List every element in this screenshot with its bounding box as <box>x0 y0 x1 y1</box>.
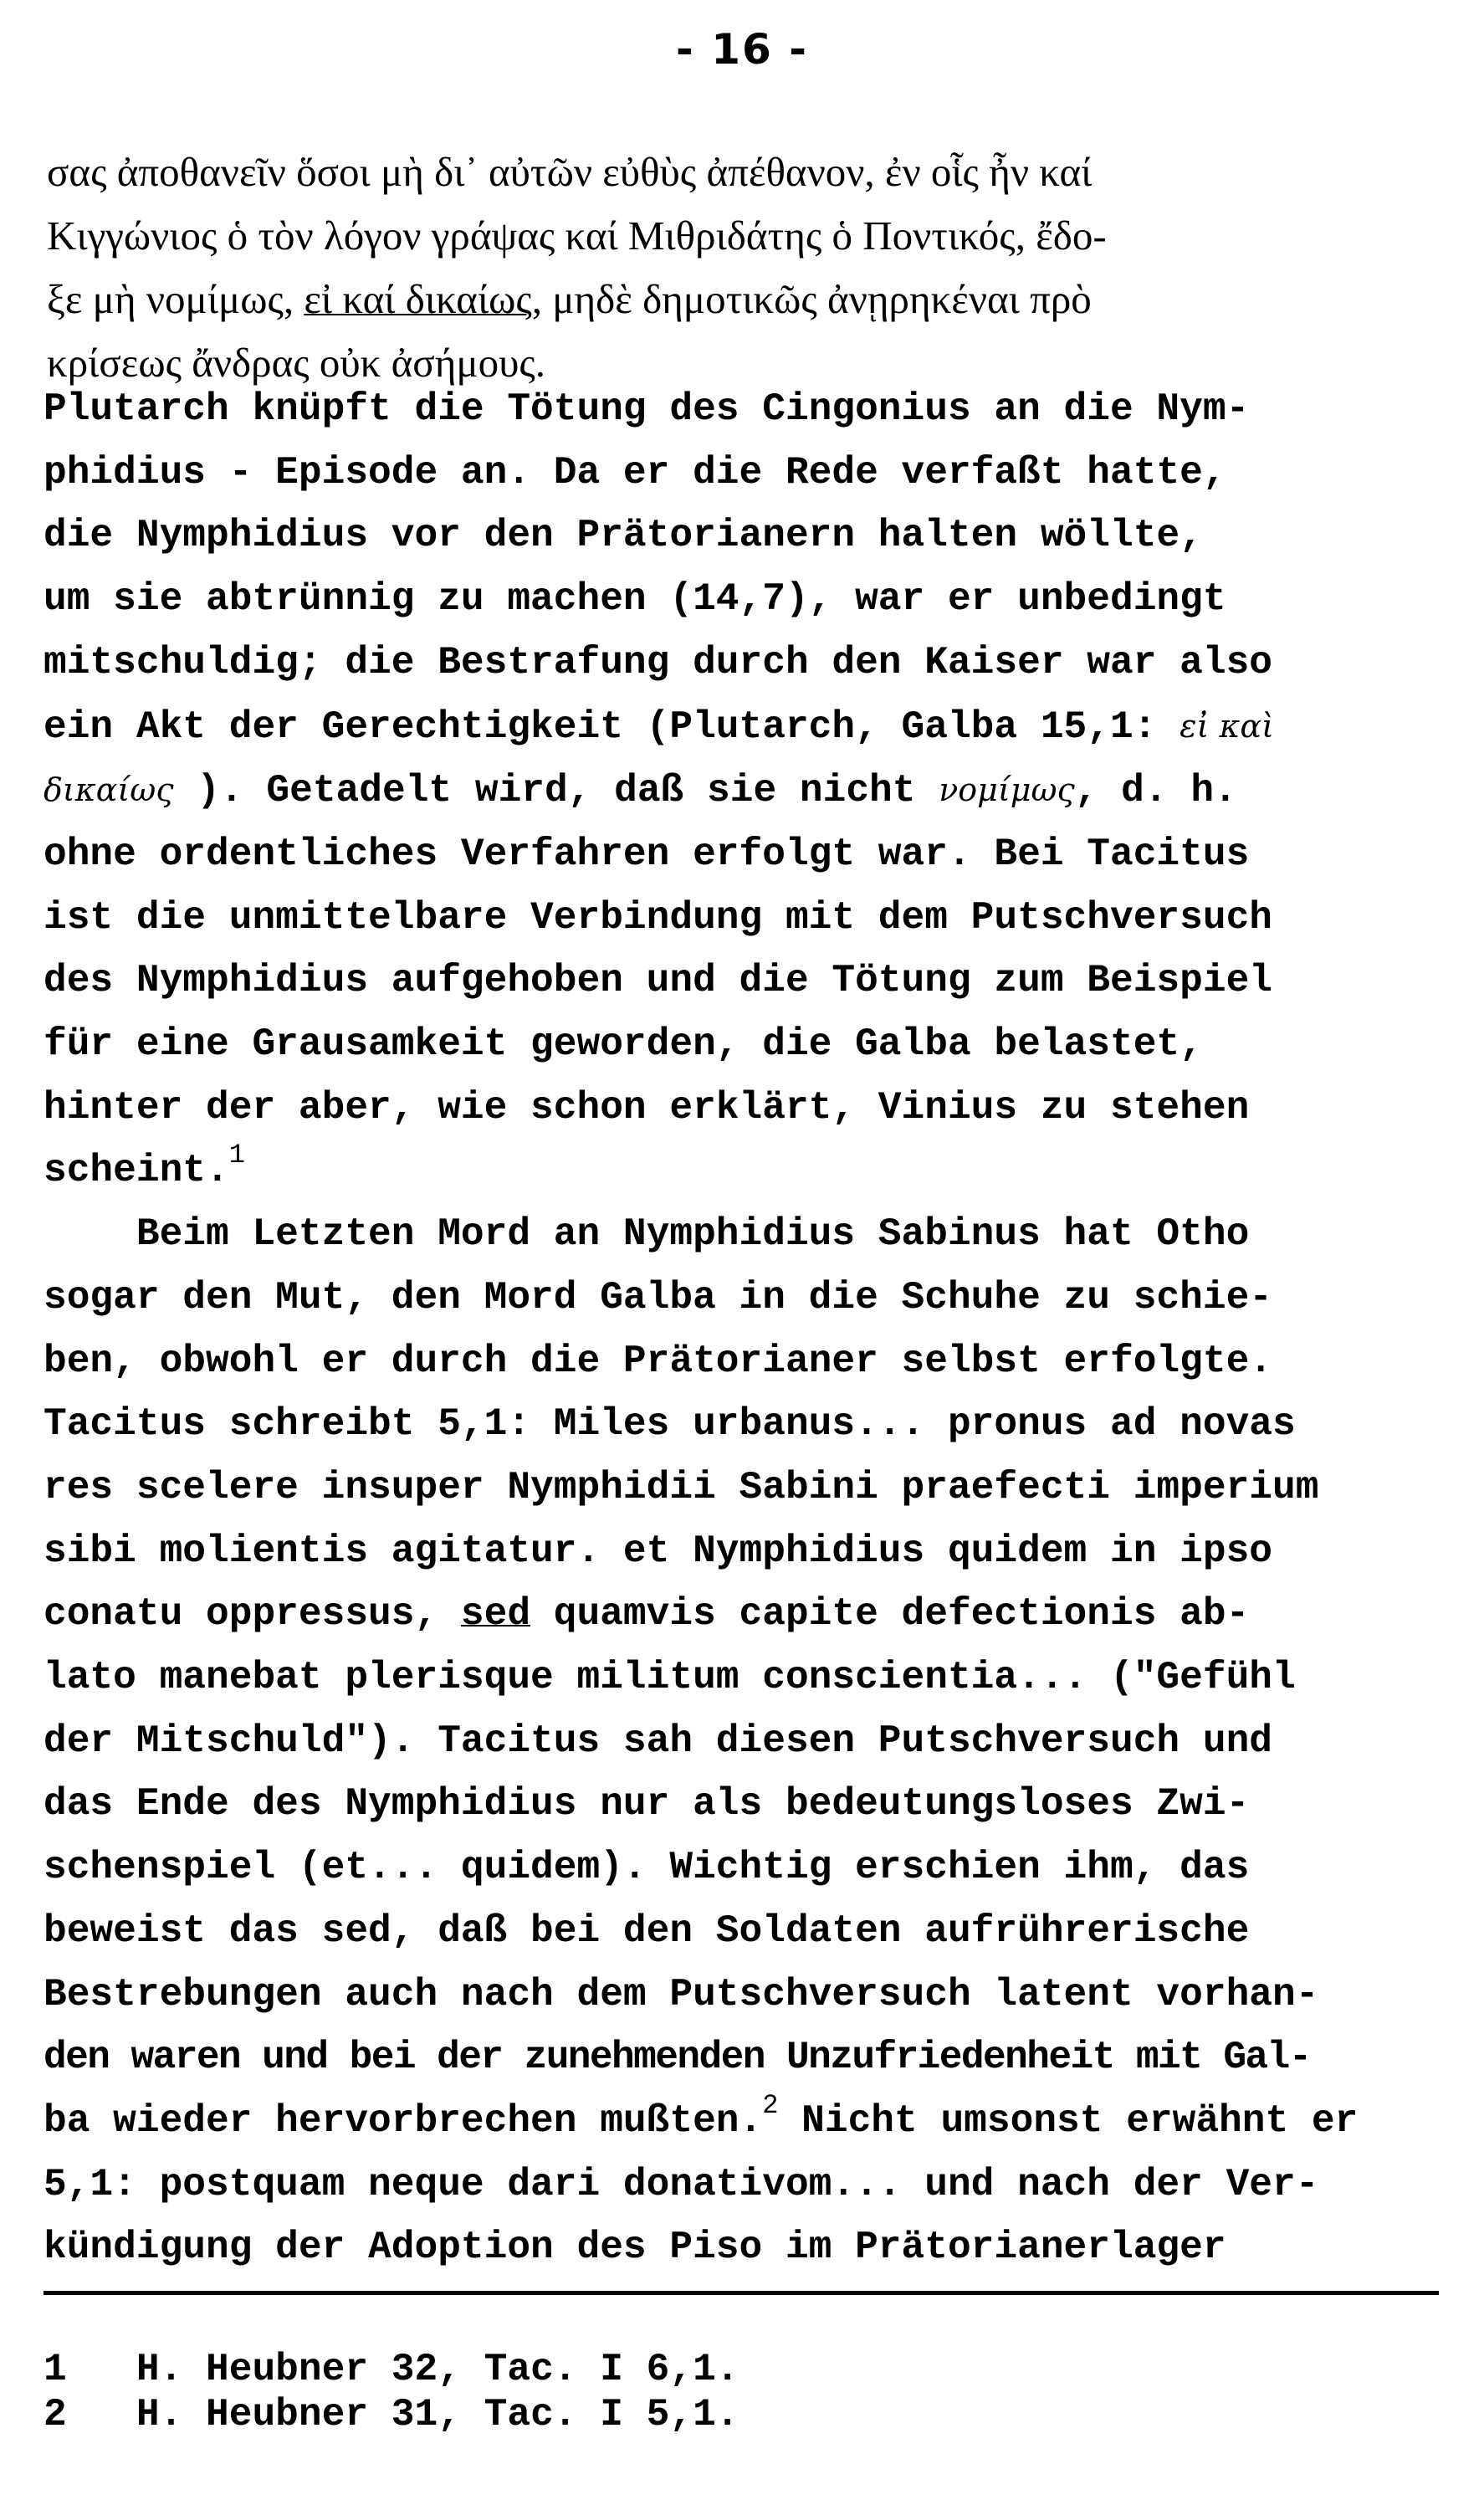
text-line: phidius - Episode an. Da er die Rede verfaßt hatte, <box>43 450 1226 494</box>
text-line: mitschuldig; die Bestrafung durch den Kaiser war also <box>43 640 1273 684</box>
footnote-number: 1 <box>43 2348 67 2391</box>
text-line <box>43 2090 1457 2154</box>
footnote-text: H. Heubner 31, Tac. I 5,1. <box>136 2393 739 2436</box>
text-line: Beim Letzten Mord an Nymphidius Sabinus hat Otho <box>43 1212 1250 1257</box>
greek-line <box>47 268 1435 331</box>
text-line: lato manebat plerisque militum conscientia... ("Gefühl <box>43 1656 1296 1700</box>
text-line: den waren und bei der zunehmenden Unzufriedenheit mit Gal- <box>43 2036 1311 2080</box>
text-segment: conatu oppressus, <box>43 1592 461 1637</box>
greek-text: , μηδὲ δημοτικῶς ἀνῃρηκέναι πρὸ <box>531 276 1092 322</box>
text-segment: scheint. <box>43 1149 229 1193</box>
greek-text: ξε μὴ νομίμως, <box>47 276 304 322</box>
text-line <box>43 695 1457 760</box>
text-line: beweist das sed, daß bei den Soldaten aufrührerische <box>43 1908 1250 1953</box>
greek-quotation <box>47 141 1435 395</box>
text-segment: Nicht umsonst erwähnt er <box>778 2098 1359 2143</box>
text-segment: ein Akt der Gerechtigkeit (Plutarch, Galba 15,1: <box>43 704 1180 749</box>
footnote-marker: 2 <box>762 2089 779 2121</box>
greek-line: Κιγγώνιος ὁ τὸν λόγον γράψας καί Μιθριδάτης ὁ Ποντικός, ἔδο- <box>47 213 1107 259</box>
text-segment: ba wieder hervorbrechen mußten. <box>43 2098 763 2143</box>
footnote-marker: 1 <box>228 1140 245 1171</box>
text-segment: , d. h. <box>1074 769 1237 813</box>
text-line: kündigung der Adoption des Piso im Prätorianerlager <box>43 2226 1226 2270</box>
text-line <box>43 1140 1457 1203</box>
text-segment: ). Getadelt wird, daß sie nicht <box>173 769 939 813</box>
text-line: das Ende des Nymphidius nur als bedeutungsloses Zwi- <box>43 1782 1250 1826</box>
footnote <box>43 2347 1432 2392</box>
handwritten-greek: εἰ καὶ <box>1180 707 1274 745</box>
text-line: 5,1: postquam neque dari donativom... und nach der Ver- <box>43 2162 1319 2206</box>
text-line: der Mitschuld"). Tacitus sah diesen Putschversuch und <box>43 1719 1273 1763</box>
greek-underlined-phrase: εἰ καί δικαίως <box>304 276 532 322</box>
text-line: für eine Grausamkeit geworden, die Galba belastet, <box>43 1022 1203 1067</box>
footnotes <box>43 2347 1432 2437</box>
text-line: res scelere insuper Nymphidii Sabini praefecti imperium <box>43 1465 1319 1509</box>
text-line: ohne ordentliches Verfahren erfolgt war. Bei Tacitus <box>43 832 1250 876</box>
text-segment: quamvis capite defectionis ab- <box>530 1592 1250 1637</box>
text-line <box>43 1583 1457 1647</box>
text-line: um sie abtrünnig zu machen (14,7), war er unbedingt <box>43 577 1226 622</box>
text-line: Plutarch knüpft die Tötung des Cingonius an die Nym- <box>43 387 1250 431</box>
handwritten-greek: δικαίως <box>43 771 174 809</box>
text-line: hinter der aber, wie schon erklärt, Vinius zu stehen <box>43 1085 1250 1130</box>
footnote <box>43 2392 1432 2437</box>
greek-line: κρίσεως ἄνδρας οὐκ ἀσήμους. <box>47 340 546 386</box>
text-line: sibi molientis agitatur. et Nymphidius quidem in ipso <box>43 1529 1273 1573</box>
text-line: sogar den Mut, den Mord Galba in die Schuhe zu schie- <box>43 1275 1273 1319</box>
text-line: schenspiel (et... quidem). Wichtig erschien ihm, das <box>43 1846 1250 1890</box>
greek-line: σας ἀποθανεῖν ὅσοι μὴ δι᾽ αὐτῶν εὐθὺς ἀπέθανον, ἐν οἷς ἦν καί <box>47 149 1093 195</box>
text-line <box>43 759 1457 823</box>
text-line: ist die unmittelbare Verbindung mit dem Putschversuch <box>43 895 1273 940</box>
text-line: die Nymphidius vor den Prätorianern halten wöllte, <box>43 514 1203 558</box>
text-line: Bestrebungen auch nach dem Putschversuch latent vorhan- <box>43 1972 1319 2016</box>
footnote-separator <box>43 2291 1439 2295</box>
underlined-word: sed <box>460 1592 531 1637</box>
text-line: des Nymphidius aufgehoben und die Tötung zum Beispiel <box>43 959 1273 1003</box>
handwritten-greek: νομίμως <box>939 771 1075 809</box>
text-line: Tacitus schreibt 5,1: Miles urbanus... pronus ad novas <box>43 1402 1296 1447</box>
body-text <box>43 378 1457 2280</box>
text-line: ben, obwohl er durch die Prätorianer selbst erfolgte. <box>43 1339 1273 1383</box>
footnote-number: 2 <box>43 2393 67 2436</box>
footnote-text: H. Heubner 32, Tac. I 6,1. <box>136 2348 739 2391</box>
page-number: - 16 - <box>676 25 808 74</box>
